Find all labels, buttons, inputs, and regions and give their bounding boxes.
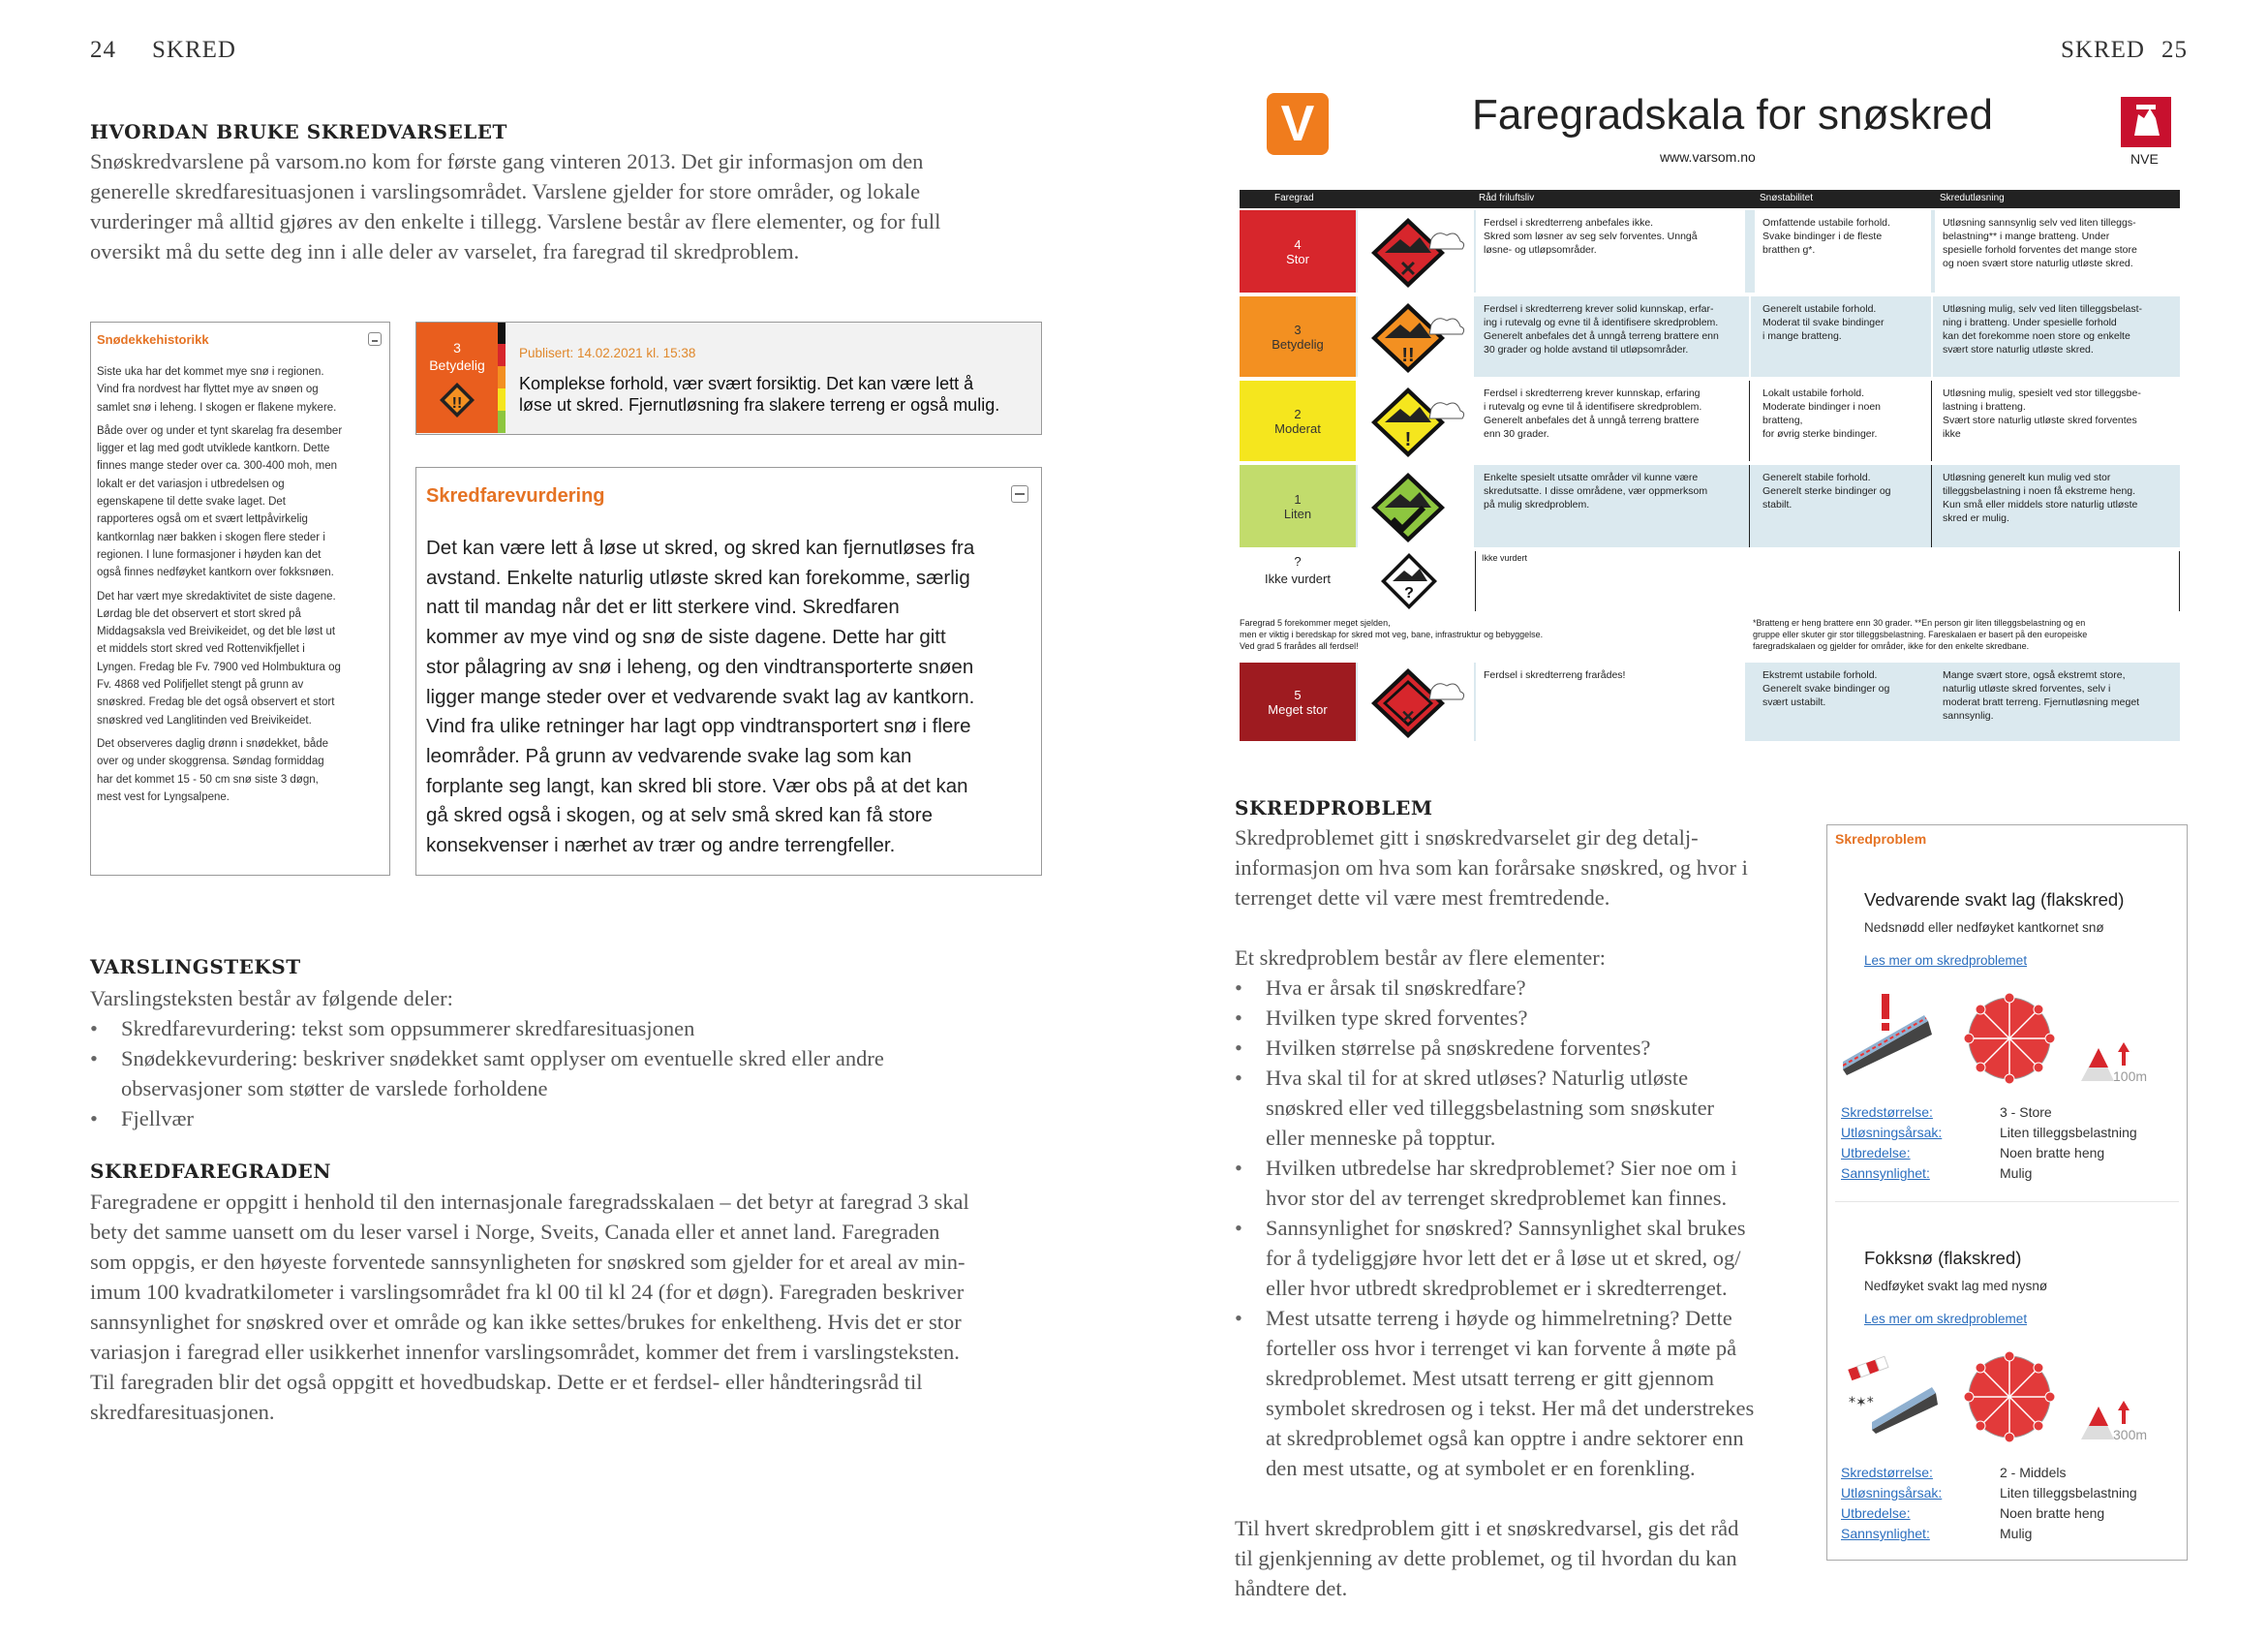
danger-4-icon bbox=[1365, 216, 1466, 290]
warning-summary-card bbox=[415, 322, 1042, 435]
elevation-label: 100m bbox=[2113, 1068, 2148, 1084]
warning-main-message: Komplekse forhold, vær svært forsiktig. Det kan være lett å løse ut skred. Fjernutløsning fra slakere terreng er også mulig. bbox=[519, 374, 1000, 415]
problem-keys: Skredstørrelse: Utløsningsårsak: Utbredelse: Sannsynlighet: bbox=[1841, 1465, 1943, 1541]
scale-url: www.varsom.no bbox=[1660, 149, 1756, 165]
danger-scale-strip bbox=[498, 323, 506, 433]
danger-1-icon bbox=[1365, 471, 1466, 544]
section-title-skredproblem: SKREDPROBLEM bbox=[1235, 796, 1433, 820]
section-title-varslingstekst: VARSLINGSTEKST bbox=[90, 955, 301, 978]
section-title-hvordan: HVORDAN BRUKE SKREDVARSELET bbox=[90, 120, 507, 143]
snodekke-text: Siste uka har det kommet mye snø i regionen. Vind fra nordvest har flyttet mye av snøen og samlet snø i leheng. I skogen er flakene mykere. Både over og under et tynt skarelag fra desember ligger et lag med godt utviklede kantkorn. Dette finnes mange steder over ca. 300-400 moh, men lokalt er det variasjon i utbredelsen og egenskapene til dette svake laget. Det rapporteres også om et svært lettpåvirkelig kantkornlag nær bakken i skogen flere steder i regionen. I lune formasjoner i høyden kan det også finnes nedføyket kantkorn over fokksnøen. Det har vært mye skredaktivitet de siste dagene. Lørdag ble det observert et stort skred på Middagsaksla ved Breivikeidet, og det ble løst ut et middels stort skred ved Rottenvikfjellet i Lyngen. Fredag ble Fv. 7900 ved Holmbuktura og Fv. 4868 ved Polifjellet stengt på grunn av snøskred. Fredag ble det også observert et stort snøskred ved Langlitinden ved Breivikeidet. Det observeres daglig drønn i snødekket, både over og under skoggrensa. Søndag formiddag har det kommet 15 - 50 cm snø siste 3 døgn, mest vest for Lyngsalpene. bbox=[97, 366, 343, 803]
scale-table-header: Faregrad Råd friluftsliv Snøstabilitet Skredutløsning bbox=[1240, 190, 2180, 208]
nve-logo bbox=[2121, 97, 2171, 147]
problem-title: Vedvarende svakt lag (flakskred) bbox=[1864, 889, 2125, 910]
list-item: • Skredfarevurdering: tekst som oppsummerer skredfaresituasjonen bbox=[90, 1013, 1020, 1043]
section-title-skredfaregraden: SKREDFAREGRADEN bbox=[90, 1160, 332, 1183]
list-item: • Sannsynlighet for snøskred? Sannsynlighet skal brukes for å tydeliggjøre hvor lett det er å løse ut et skred, og/ eller hvor utbredt skredproblemet er i skredterrenget. bbox=[1235, 1213, 1816, 1303]
page-number-left: 24 bbox=[90, 37, 116, 63]
problem-subtitle: Nedsnødd eller nedføyket kantkornet snø bbox=[1864, 920, 2104, 935]
scale-row-5: 5 Meget stor ✕ Ferdsel i skredterreng frarådes! Ekstremt ustabile forhold. Generelt svake bindinger og svært ustabilt. Mange svært store, også ekstremt store, naturlig utløste skred forventes, selv i moderat bratt terreng. Fjernutløsning meget sannsynlig. bbox=[1240, 663, 2180, 743]
nve-label: NVE bbox=[2130, 151, 2159, 167]
snodekke-card bbox=[90, 322, 390, 876]
lion-icon bbox=[2121, 97, 2171, 147]
running-header-right: SKRED bbox=[2061, 37, 2145, 63]
not-assessed-icon bbox=[1375, 551, 1443, 611]
list-item: • Hva er årsak til snøskredfare? bbox=[1235, 973, 1816, 1003]
collapse-icon[interactable] bbox=[368, 332, 382, 346]
svg-text:✕: ✕ bbox=[1398, 257, 1418, 281]
skredproblem-card bbox=[1826, 824, 2188, 1561]
published-date: Publisert: 14.02.2021 kl. 15:38 bbox=[519, 346, 696, 360]
list-item: • Hvilken størrelse på snøskredene forventes? bbox=[1235, 1033, 1816, 1063]
problem-title: Fokksnø (flakskred) bbox=[1864, 1248, 2022, 1268]
scale-row-3: 3 Betydelig !! Ferdsel i skredterreng krever solid kunnskap, erfar- ing i rutevalg og evne til å identifisere skredproblem. Generelt anbefales det å unngå terreng brattere enn 30 grader og holde avstand til utløpsområder. Generelt ustabile forhold. Moderat til svake bindinger i mange bratteng. Utløsning mulig, selv ved liten tilleggsbelast- ning i bratteng. Under spesielle forhold kan det forekomme noen store og enkelte svært store naturlig utløste skred. bbox=[1240, 296, 2180, 379]
skredfare-text: Det kan være lett å løse ut skred, og skred kan fjernutløses fra avstand. Enkelte naturlig utløste skred kan forekomme, særlig natt til mandag når det er litt sterkere vind. Skredfaren kommer av mye vind og snø de siste dagene. Dette har gitt stor pålagring av snø i leheng, og den vindtransporterte snøen ligger mange steder over et vedvarende svakt lag av kantkorn. Vind fra ulike retninger har lagt opp vindtransportert snø i flere leområder. På grunn av vedvarende svake lag som kan forplante seg langt, kan skred bli store. Vær obs på at det kan gå skred også i skogen, og at selv små skred kan få store konsekvenser i nærhet av trær og andre terrengfeller. bbox=[426, 537, 975, 857]
danger-3-icon bbox=[438, 381, 476, 419]
problem-card-label: Skredproblem bbox=[1835, 831, 1927, 847]
aspect-rose-icon bbox=[1963, 992, 2056, 1085]
svg-text:!!: !! bbox=[451, 395, 463, 412]
read-more-link[interactable]: Les mer om skredproblemet bbox=[1864, 953, 2028, 968]
list-item: • Snødekkevurdering: beskriver snødekket samt opplyser om eventuelle skred eller andre observasjoner som støtter de varslede forholdene bbox=[90, 1043, 1020, 1103]
scale-row-4: 4 Stor ✕ Ferdsel i skredterreng anbefales ikke. Skred som løsner av seg selv forventes. Unngå løsne- og utløpsområder. Omfattende ustabile forhold. Svake bindinger i de fleste bratthen g*. Utløsning sannsynlig selv ved liten tilleggs- belastning** i mange bratteng. Under spesielle forhold forventes det mange store og noen svært store naturlig utløste skred. bbox=[1240, 210, 2180, 294]
problem-subtitle: Nedføyket svakt lag med nysnø bbox=[1864, 1279, 2048, 1293]
danger-5-icon bbox=[1365, 666, 1466, 740]
svg-text:*✶*: *✶* bbox=[1849, 1395, 1874, 1410]
danger-level-badge: 3 Betydelig !! bbox=[416, 323, 498, 433]
list-item: • Fjellvær bbox=[90, 1103, 1020, 1133]
section-body-varslingstekst: Varslingsteksten består av følgende deler: • Skredfarevurdering: tekst som oppsummerer skredfaresituasjonen • Snødekkevurdering: beskriver snødekket samt opplyser om eventuelle skred eller andre observasjoner som støtter de varslede forholdene • Fjellvær bbox=[90, 983, 1020, 1133]
varsom-logo: V bbox=[1267, 93, 1329, 155]
wind-slab-icon bbox=[1843, 1350, 1940, 1434]
danger-2-icon bbox=[1365, 386, 1466, 459]
divider bbox=[1835, 1201, 2179, 1202]
section-body-skredproblem: Skredproblemet gitt i snøskredvarselet gir deg detalj- informasjon om hva som kan forårsake snøskred, og hvor i terrenget dette vil være mest fremtredende. Et skredproblem består av flere elementer: • Hva er årsak til snøskredfare? • Hvilken type skred forventes? • Hvilken størrelse på snøskredene forventes? • Hva skal til for at skred utløses? Naturlig utløste snøskred eller ved tilleggsbelastning som snøskuter eller menneske på topptur. • Hvilken utbredelse har skredproblemet? Sier noe om i hvor stor del av terrenget skredproblemet kan finnes. • Sannsynlighet for snøskred? Sannsynlighet skal brukes for å tydeliggjøre hvor lett det er å løse ut et skred, og/ eller hvor utbredt skredproblemet er i skredterrenget. • Mest utsatte terreng i høyde og himmelretning? Dette forteller oss hvor i terrenget vi kan forvente å møte på skredproblemet. Mest utsatt terreng er gitt gjennom symbolet skredrosen og i tekst. Her må det understrekes at skredproblemet også kan opptre i andre sektorer enn den mest utsatte, og at symbolet er en forenkling. Til hvert skredproblem gitt i et snøskredvarsel, gis det råd til gjenkjenning av dette problemet, og til hvordan du kan håndtere det. bbox=[1235, 822, 1816, 1603]
list-item: • Hvilken utbredelse har skredproblemet? Sier noe om i hvor stor del av terrenget skredproblemet kan finnes. bbox=[1235, 1153, 1816, 1213]
aspect-rose-icon bbox=[1963, 1350, 2056, 1443]
scale-title: Faregradskala for snøskred bbox=[1472, 91, 1993, 139]
danger-3-icon bbox=[1365, 301, 1466, 375]
section-body-hvordan: Snøskredvarslene på varsom.no kom for første gang vinteren 2013. Det gir informasjon om den generelle skredfaresituasjonen i varslingsområdet. Varslene gjelder for store områder, og lokale vurderinger må alltid gjøres av den enkelte i tillegg. Varslene består av flere elementer, og for full oversikt må du sette deg inn i alle deler av varselet, fra faregrad til skredproblem. bbox=[90, 149, 941, 263]
problem-keys: Skredstørrelse: Utløsningsårsak: Utbredelse: Sannsynlighet: bbox=[1841, 1104, 1943, 1181]
svg-text:✕: ✕ bbox=[1400, 707, 1416, 727]
svg-text:!: ! bbox=[1404, 429, 1412, 450]
problem-values: 2 - Middels Liten tilleggsbelastning Noen bratte heng Mulig bbox=[2000, 1465, 2137, 1541]
scale-row-ikke-vurdert: ? Ikke vurdert ? Ikke vurdert bbox=[1240, 551, 2180, 611]
page-number-right: 25 bbox=[2161, 37, 2188, 63]
skredfare-title: Skredfarevurdering bbox=[426, 485, 605, 507]
collapse-icon[interactable] bbox=[1011, 485, 1028, 503]
list-item: • Hva skal til for at skred utløses? Naturlig utløste snøskred eller ved tilleggsbelastning som snøskuter eller menneske på topptur. bbox=[1235, 1063, 1816, 1153]
weak-layer-icon bbox=[1843, 992, 1936, 1075]
section-body-skredfaregraden: Faregradene er oppgitt i henhold til den internasjonale faregradsskalaen – det betyr at faregrad 3 skal bety det samme uansett om du leser varsel i Norge, Sveits, Canada eller et annet land. Faregraden som oppgis, er den høyeste forventede sannsynligheten for snøskred som gjelder for et areal av min- imum 100 kvadratkilometer i varslingsområdet fra kl 00 til kl 24 (for et døgn). Faregraden beskriver sannsynlighet for snøskred over et område og kan ikke settes/brukes for enkeltheng. Hvis det er stor variasjon i faregrad eller usikkerhet innenfor varslingsområdet, kommer det frem i varslingsteksten. Til faregraden blir det også oppgitt et hovedbudskap. Dette er et ferdsel- eller håndteringsråd til skredfaresituasjonen. bbox=[90, 1190, 969, 1424]
scale-row-1: 1 Liten Enkelte spesielt utsatte områder vil kunne være skredutsatte. I disse områdene, vær oppmerksom på mulig skredproblem. Generelt stabile forhold. Generelt sterke bindinger og stabilt. Utløsning generelt kun mulig ved stor tilleggsbelastning i noen få ekstreme heng. Kun små eller middels store naturlig utløste skred er mulig. bbox=[1240, 465, 2180, 549]
skredfare-card bbox=[415, 467, 1042, 876]
running-header-left: SKRED bbox=[152, 37, 236, 63]
scale-footnote-left: Faregrad 5 forekommer meget sjelden, men er viktig i beredskap for skred mot veg, bane, infrastruktur og bebyggelse. Ved grad 5 frarådes all ferdsel! bbox=[1240, 618, 1544, 651]
problem-values: 3 - Store Liten tilleggsbelastning Noen bratte heng Mulig bbox=[2000, 1104, 2137, 1181]
snodekke-title: Snødekkehistorikk bbox=[97, 332, 209, 347]
read-more-link[interactable]: Les mer om skredproblemet bbox=[1864, 1312, 2028, 1326]
list-item: • Hvilken type skred forventes? bbox=[1235, 1003, 1816, 1033]
list-item: • Mest utsatte terreng i høyde og himmelretning? Dette forteller oss hvor i terrenget vi kan forvente å møte på skredproblemet. Mest utsatt terreng er gitt gjennom symbolet skredrosen og i tekst. Her må det understrekes at skredproblemet også kan opptre i andre sektorer enn den mest utsatte, og at symbolet er en forenkling. bbox=[1235, 1303, 1816, 1483]
elevation-label: 300m bbox=[2113, 1427, 2148, 1442]
svg-text:?: ? bbox=[1404, 585, 1414, 602]
svg-text:!!: !! bbox=[1401, 345, 1415, 366]
scale-footnote-right: *Bratteng er heng brattere enn 30 grader. **En person gir liten tilleggsbelastning og en gruppe eller skuter gir stor tilleggsbelastning. Fareskalaen er basert på den europeiske faregradskalaen og gjelder for områder, ikke for den enkelte skredbane. bbox=[1753, 618, 2088, 651]
scale-row-2: 2 Moderat ! Ferdsel i skredterreng krever kunnskap, erfaring i rutevalg og evne til å identifisere skredproblem. Generelt anbefales det å unngå terreng brattere enn 30 grader. Lokalt ustabile forhold. Moderate bindinger i noen bratteng, for øvrig sterke bindinger. Utløsning mulig, spesielt ved stor tilleggsbe- lastning i bratteng. Svært store naturlig utløste skred forventes ikke bbox=[1240, 381, 2180, 463]
